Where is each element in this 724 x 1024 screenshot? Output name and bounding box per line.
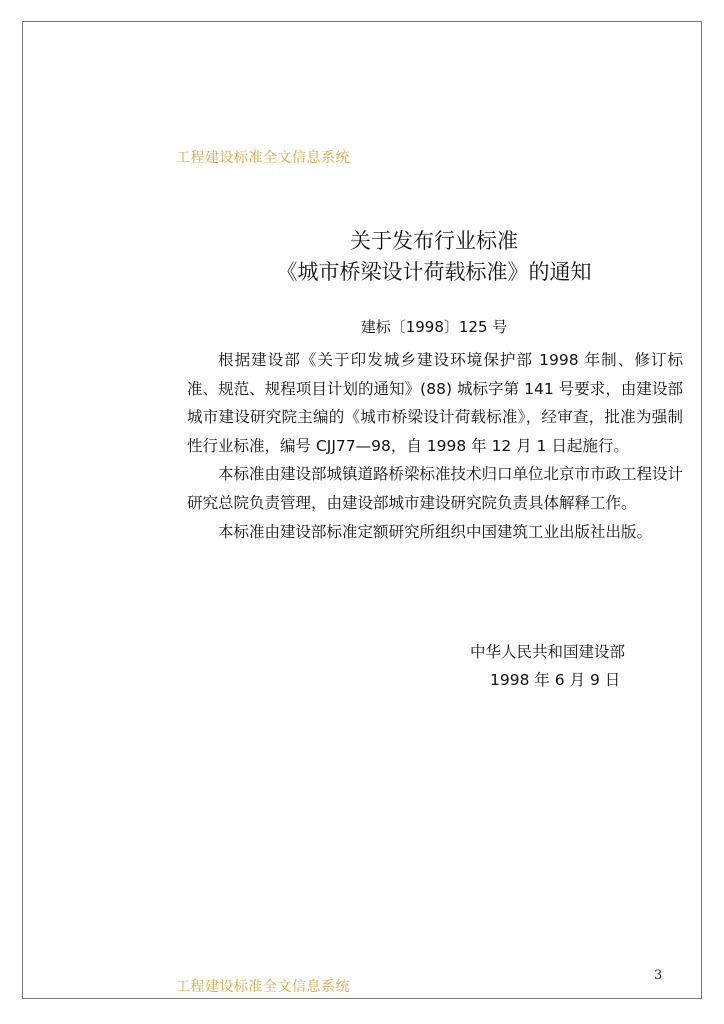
document-number: 建标〔1998〕125 号 <box>360 318 508 336</box>
notice-title-line1: 关于发布行业标准 <box>350 229 518 253</box>
notice-body <box>187 346 683 546</box>
page-number: 3 <box>654 968 663 983</box>
paragraph-3: 本标准由建设部标准定额研究所组织中国建筑工业出版社出版。 <box>218 522 653 541</box>
signature-organization: 中华人民共和国建设部 <box>470 643 626 661</box>
notice-title-line2: 《城市桥梁设计荷载标准》的通知 <box>276 260 592 284</box>
signature-date: 1998 年 6 月 9 日 <box>490 671 621 689</box>
header-watermark: 工程建设标准全文信息系统 <box>176 150 350 166</box>
paragraph-2: 本标准由建设部城镇道路桥梁标准技术归口单位北京市市政工程设计研究总院负责管理，由建设部城市建设研究院负责具体解释工作。 <box>187 465 684 512</box>
paragraph-1: 根据建设部《关于印发城乡建设环境保护部 1998 年制、修订标准、规范、规程项目计划的通知》(88) 城标字第 141 号要求，由建设部城市建设研究院主编的《城市桥梁设计荷载标准》，经审查，批准为强制性行业标准，编号 CJJ77—98，自 1998 年 12 月 1 日起施行。 <box>187 351 683 455</box>
footer-watermark: 工程建设标准全文信息系统 <box>176 979 350 995</box>
